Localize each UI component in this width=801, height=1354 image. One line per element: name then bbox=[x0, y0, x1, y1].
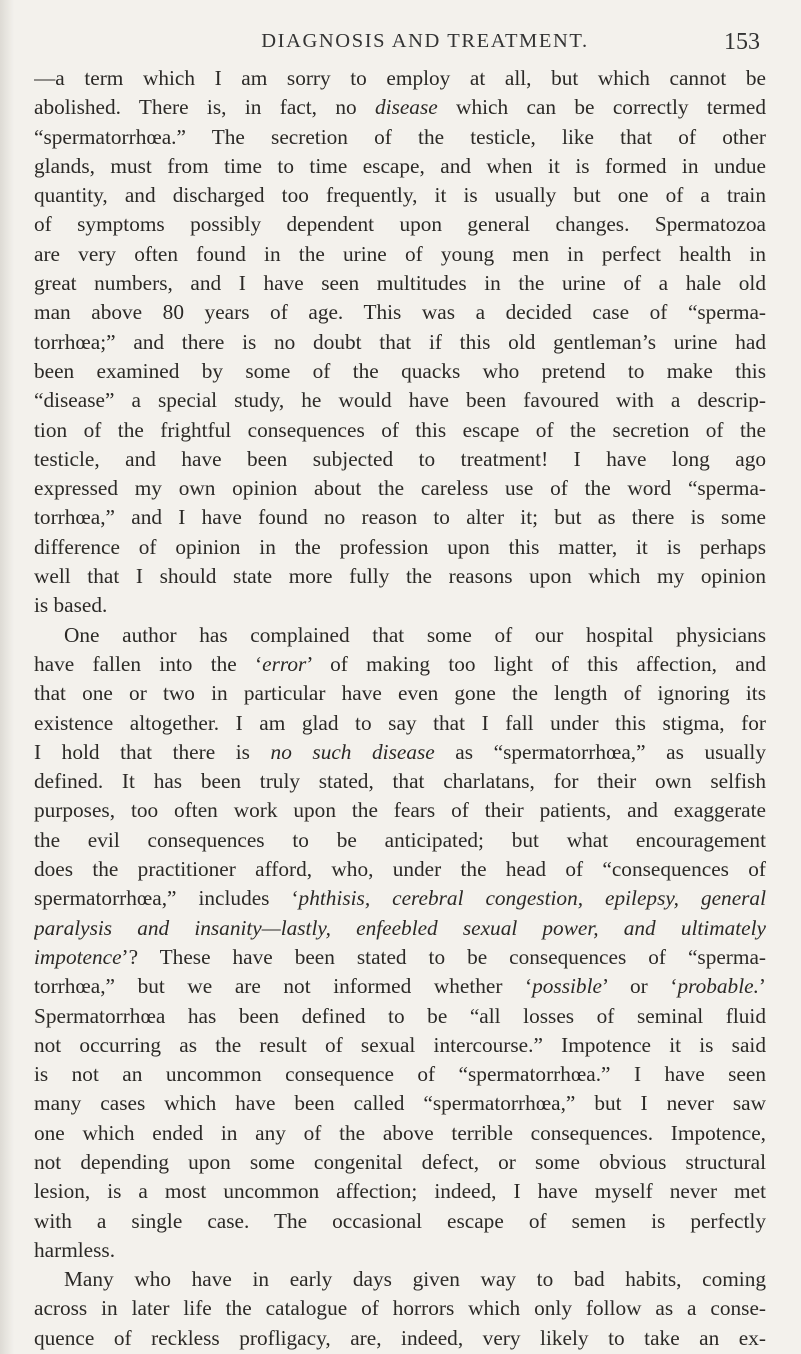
text-line: spermatorrhœa,” includes ‘phthisis, cerebral congestion, epilepsy, general bbox=[34, 886, 766, 911]
text-line: across in later life the catalogue of horrors which only follow as a conse- bbox=[34, 1296, 766, 1321]
text-line: with a single case. The occasional escape of semen is perfectly bbox=[34, 1208, 766, 1233]
text-line: is not an uncommon consequence of “spermatorrhœa.” I have seen bbox=[34, 1062, 766, 1087]
page-number: 153 bbox=[724, 29, 760, 55]
text-line: “spermatorrhœa.” The secretion of the testicle, like that of other bbox=[34, 124, 766, 149]
text-line: torrhœa,” and I have found no reason to alter it; but as there is some bbox=[34, 505, 766, 530]
text-line: been examined by some of the quacks who pretend to make this bbox=[34, 358, 766, 383]
text-line: “disease” a special study, he would have been favoured with a descrip- bbox=[34, 388, 766, 413]
text-line: tion of the frightful consequences of this escape of the secretion of the bbox=[34, 417, 766, 442]
text-line: purposes, too often work upon the fears of their patients, and exaggerate bbox=[34, 798, 766, 823]
text-line: man above 80 years of age. This was a decided case of “sperma- bbox=[34, 300, 766, 325]
text-line: testicle, and have been subjected to treatment! I have long ago bbox=[34, 446, 766, 471]
running-head-title: DIAGNOSIS AND TREATMENT. bbox=[261, 30, 589, 52]
text-line: are very often found in the urine of young men in perfect health in bbox=[34, 241, 766, 266]
text-line: torrhœa,” but we are not informed whether ‘possible’ or ‘probable.’ bbox=[34, 974, 766, 999]
text-line: one which ended in any of the above terrible consequences. Impotence, bbox=[34, 1120, 766, 1145]
running-head bbox=[60, 30, 790, 64]
paragraph-start: Many who have in early days given way to bad habits, coming bbox=[64, 1267, 766, 1292]
text-line: the evil consequences to be anticipated; but what encouragement bbox=[34, 827, 766, 852]
text-line: difference of opinion in the profession upon this matter, it is perhaps bbox=[34, 534, 766, 559]
text-line: —a term which I am sorry to employ at all, but which cannot be bbox=[34, 66, 766, 90]
text-line: abolished. There is, in fact, no disease which can be correctly termed bbox=[34, 95, 766, 120]
text-line: great numbers, and I have seen multitudes in the urine of a hale old bbox=[34, 271, 766, 296]
text-line: glands, must from time to time escape, and when it is formed in undue bbox=[34, 153, 766, 178]
text-line: does the practitioner afford, who, under the head of “consequences of bbox=[34, 857, 766, 882]
text-line: torrhœa;” and there is no doubt that if this old gentleman’s urine had bbox=[34, 329, 766, 354]
text-line: well that I should state more fully the reasons upon which my opinion bbox=[34, 564, 766, 589]
text-line: have fallen into the ‘error’ of making too light of this affection, and bbox=[34, 651, 766, 676]
text-line: of symptoms possibly dependent upon general changes. Spermatozoa bbox=[34, 212, 766, 237]
body-text bbox=[34, 64, 766, 1353]
text-line: impotence’? These have been stated to be consequences of “sperma- bbox=[34, 944, 766, 969]
binding-shadow bbox=[0, 0, 14, 1354]
text-line: defined. It has been truly stated, that charlatans, for their own selfish bbox=[34, 769, 766, 794]
text-line: is based. bbox=[34, 593, 108, 618]
paragraph-start: One author has complained that some of our hospital physicians bbox=[64, 622, 766, 647]
text-line: quence of reckless profligacy, are, indeed, very likely to take an ex- bbox=[34, 1325, 766, 1350]
text-line: expressed my own opinion about the careless use of the word “sperma- bbox=[34, 476, 766, 501]
text-line: lesion, is a most uncommon affection; indeed, I have myself never met bbox=[34, 1179, 766, 1204]
text-line: many cases which have been called “spermatorrhœa,” but I never saw bbox=[34, 1091, 766, 1116]
text-line: not depending upon some congenital defect, or some obvious structural bbox=[34, 1149, 766, 1174]
text-line: quantity, and discharged too frequently, it is usually but one of a train bbox=[34, 183, 766, 208]
text-line: not occurring as the result of sexual intercourse.” Impotence it is said bbox=[34, 1032, 766, 1057]
text-line: I hold that there is no such disease as “spermatorrhœa,” as usually bbox=[34, 739, 766, 764]
text-line: paralysis and insanity—lastly, enfeebled sexual power, and ultimately bbox=[34, 915, 766, 940]
text-line: Spermatorrhœa has been defined to be “all losses of seminal fluid bbox=[34, 1003, 766, 1028]
text-line: that one or two in particular have even gone the length of ignoring its bbox=[34, 681, 766, 706]
text-line: existence altogether. I am glad to say that I fall under this stigma, for bbox=[34, 710, 766, 735]
text-line: harmless. bbox=[34, 1237, 116, 1262]
